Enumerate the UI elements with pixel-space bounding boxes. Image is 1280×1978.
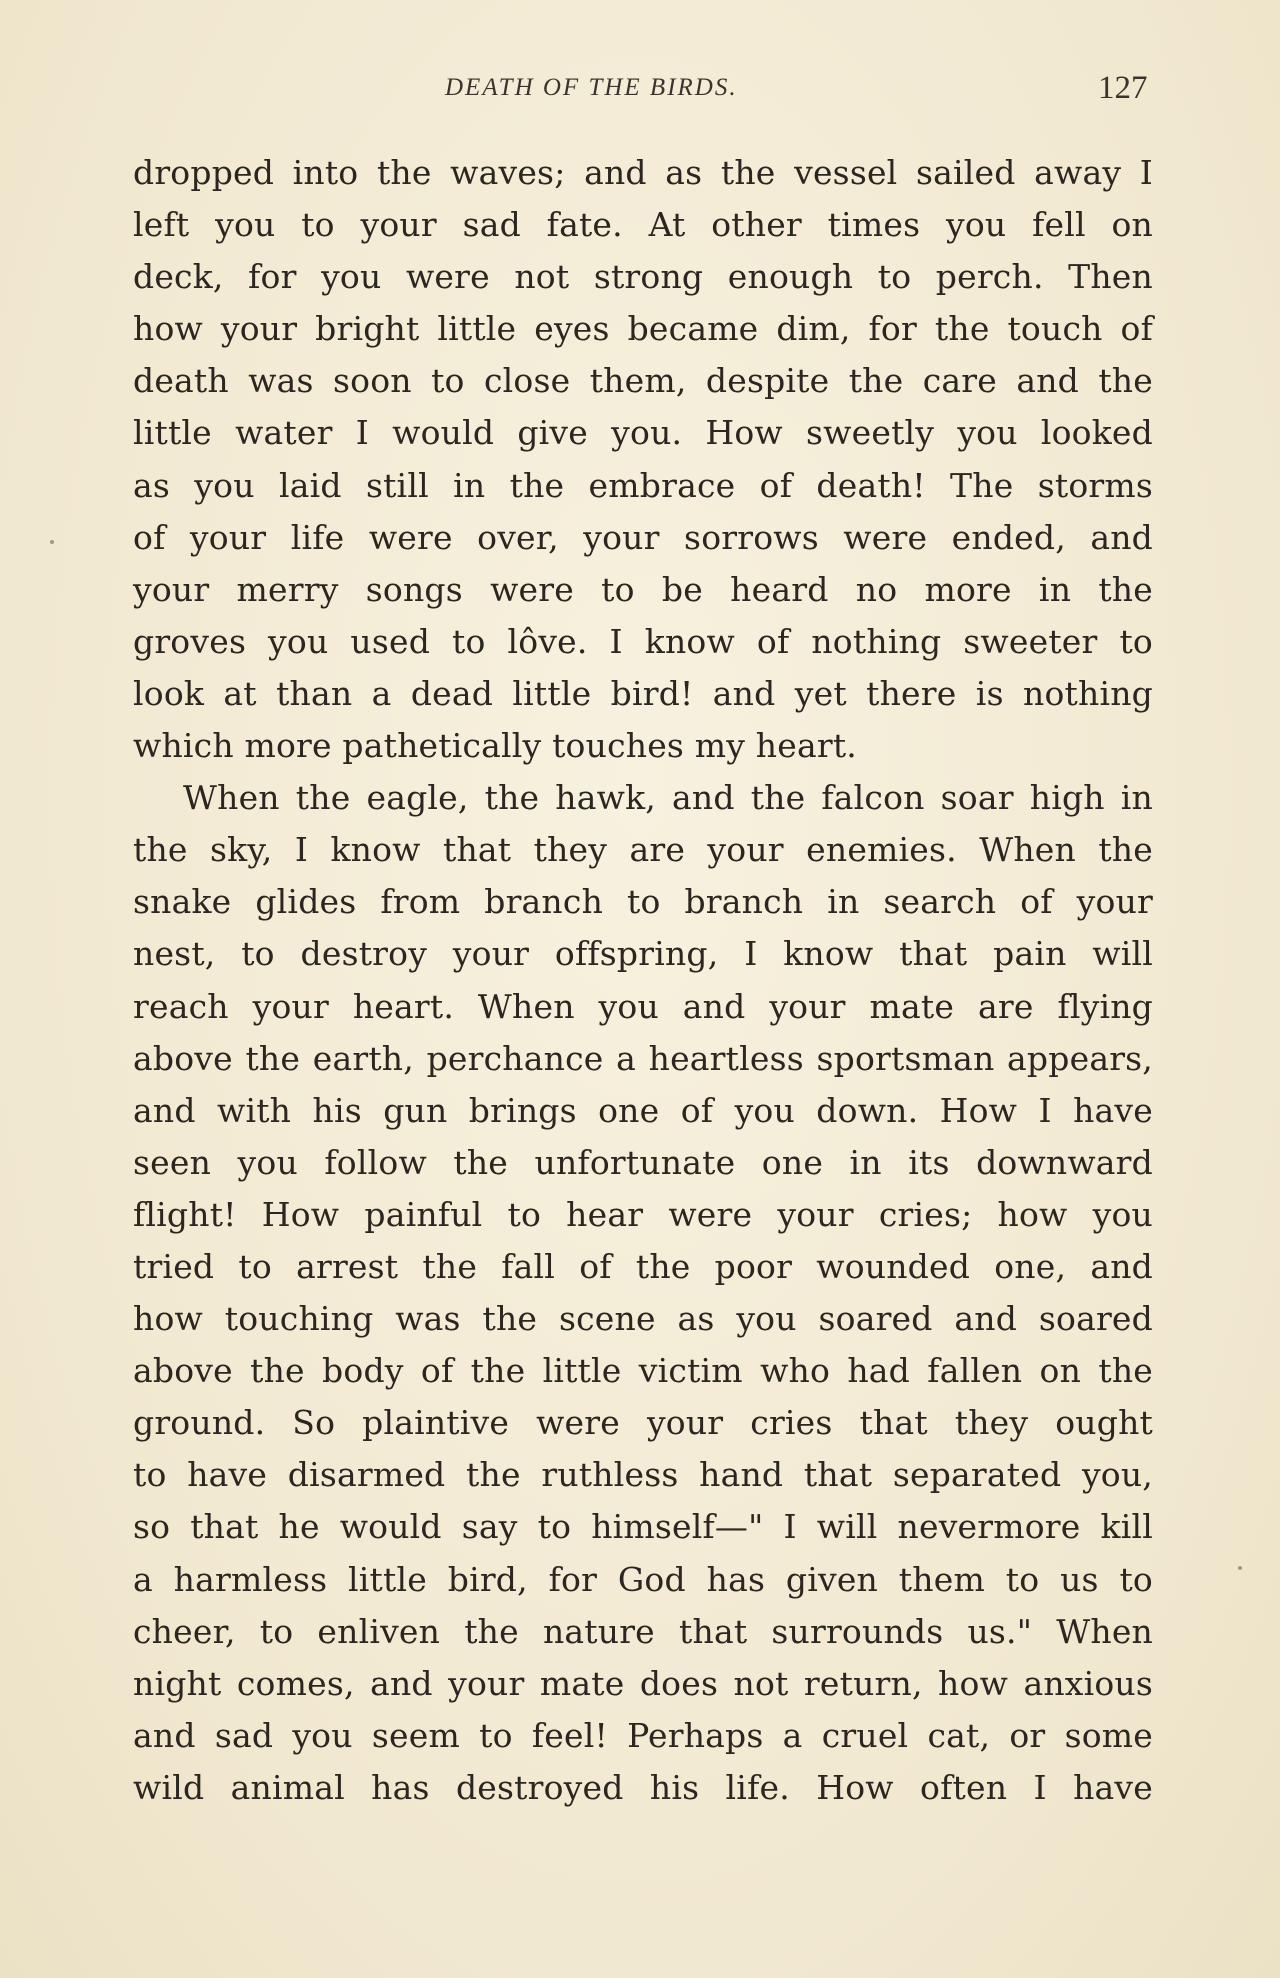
text-line: tried to arrest the fall of the poor wounded one, and [133, 1246, 1153, 1286]
page-number: 127 [1098, 70, 1148, 106]
text-line: groves you used to lôve. I know of nothing sweeter to [133, 621, 1153, 661]
running-head [0, 70, 1280, 114]
text-line: and with his gun brings one of you down. How I have [133, 1090, 1153, 1130]
text-line: your merry songs were to be heard no more in the [133, 569, 1153, 609]
running-title: DEATH OF THE BIRDS. [445, 74, 738, 101]
text-line: as you laid still in the embrace of death! The storms [133, 465, 1153, 505]
paragraph [133, 772, 1153, 1814]
text-line: deck, for you were not strong enough to perch. Then [133, 257, 1153, 297]
text-line: cheer, to enliven the nature that surrounds us." When [133, 1611, 1153, 1651]
text-line: how your bright little eyes became dim, for the touch of [133, 309, 1153, 349]
text-line: flight! How painful to hear were your cries; how you [133, 1194, 1153, 1234]
paper-speck [1238, 1566, 1242, 1570]
text-line: death was soon to close them, despite the care and the [133, 361, 1153, 401]
text-line: dropped into the waves; and as the vessel sailed away I [133, 153, 1153, 192]
text-line: When the eagle, the hawk, and the falcon soar high in [183, 778, 1153, 818]
text-line: of your life were over, your sorrows were ended, and [133, 517, 1153, 557]
text-line: how touching was the scene as you soared and soared [133, 1299, 1153, 1339]
text-line: so that he would say to himself—" I will nevermore kill [133, 1507, 1153, 1547]
text-line: the sky, I know that they are your enemies. When the [133, 830, 1153, 870]
paper-speck [50, 540, 54, 544]
text-line: seen you follow the unfortunate one in its downward [133, 1142, 1153, 1182]
text-line: reach your heart. When you and your mate are flying [133, 986, 1153, 1026]
paragraph [133, 147, 1153, 772]
body-text [133, 147, 1153, 1814]
text-line: to have disarmed the ruthless hand that separated you, [133, 1455, 1153, 1495]
text-line: and sad you seem to feel! Perhaps a cruel cat, or some [133, 1715, 1153, 1755]
text-line: little water I would give you. How sweetly you looked [133, 413, 1153, 453]
text-line: snake glides from branch to branch in search of your [133, 882, 1153, 922]
text-line: above the earth, perchance a heartless sportsman appears, [133, 1038, 1153, 1078]
text-line: nest, to destroy your offspring, I know that pain will [133, 934, 1153, 974]
text-line: look at than a dead little bird! and yet there is nothing [133, 673, 1153, 713]
text-line: which more pathetically touches my heart. [133, 726, 857, 766]
text-line: left you to your sad fate. At other times you fell on [133, 205, 1153, 245]
text-line: wild animal has destroyed his life. How often I have [133, 1767, 1153, 1807]
text-line: night comes, and your mate does not return, how anxious [133, 1663, 1153, 1703]
text-line: ground. So plaintive were your cries that they ought [133, 1403, 1153, 1443]
text-line: above the body of the little victim who had fallen on the [133, 1351, 1153, 1391]
text-line: a harmless little bird, for God has given them to us to [133, 1559, 1153, 1599]
